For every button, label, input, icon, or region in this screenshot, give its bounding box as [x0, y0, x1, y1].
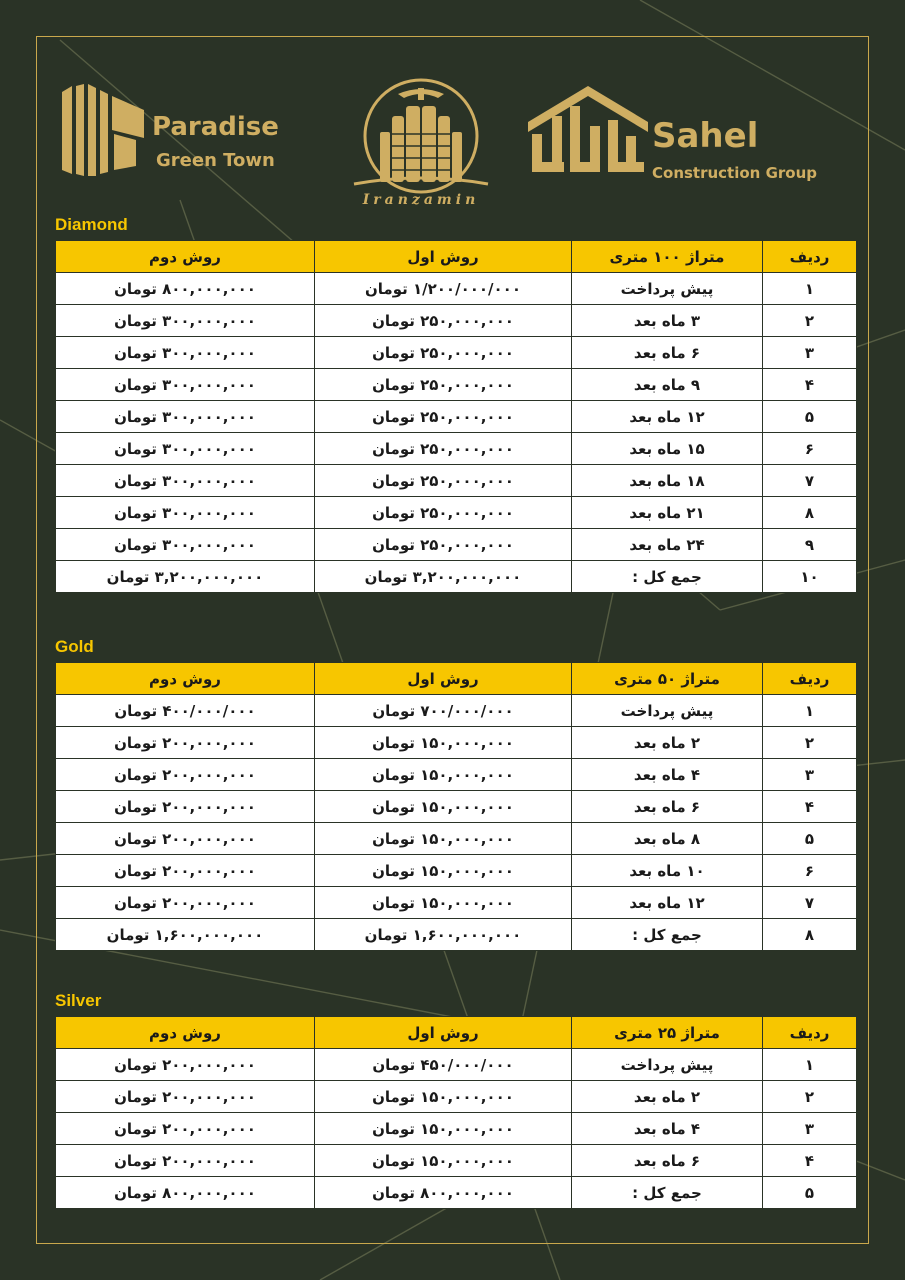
method-1-amount: ۸۰۰,۰۰۰,۰۰۰ تومان — [315, 1177, 572, 1209]
method-2-amount: ۳۰۰,۰۰۰,۰۰۰ تومان — [56, 369, 315, 401]
method-2-amount: ۳۰۰,۰۰۰,۰۰۰ تومان — [56, 305, 315, 337]
table-row — [56, 433, 857, 465]
method-1-amount: ۱۵۰,۰۰۰,۰۰۰ تومان — [315, 1113, 572, 1145]
table-header-row — [56, 1017, 857, 1049]
method-1-amount: ۱۵۰,۰۰۰,۰۰۰ تومان — [315, 855, 572, 887]
payment-step: پیش پرداخت — [572, 273, 763, 305]
table-row — [56, 695, 857, 727]
payment-step: ۸ ماه بعد — [572, 823, 763, 855]
method-1-amount: ۱/۲۰۰/۰۰۰/۰۰۰ تومان — [315, 273, 572, 305]
table-header-row — [56, 663, 857, 695]
payment-step: ۶ ماه بعد — [572, 1145, 763, 1177]
table-row-total — [56, 1177, 857, 1209]
table-row — [56, 887, 857, 919]
iranzamin-logo — [346, 74, 496, 214]
table-row-total — [56, 919, 857, 951]
payment-step: پیش پرداخت — [572, 695, 763, 727]
payment-step: ۶ ماه بعد — [572, 337, 763, 369]
method-1-amount: ۲۵۰,۰۰۰,۰۰۰ تومان — [315, 497, 572, 529]
method-2-amount: ۲۰۰,۰۰۰,۰۰۰ تومان — [56, 855, 315, 887]
method-2-amount: ۲۰۰,۰۰۰,۰۰۰ تومان — [56, 1113, 315, 1145]
paradise-logo-icon — [58, 82, 148, 178]
table-row — [56, 759, 857, 791]
row-number: ۱۰ — [763, 561, 857, 593]
payment-step: پیش پرداخت — [572, 1049, 763, 1081]
method-2-amount: ۲۰۰,۰۰۰,۰۰۰ تومان — [56, 1145, 315, 1177]
row-number: ۹ — [763, 529, 857, 561]
row-number: ۴ — [763, 791, 857, 823]
table-row — [56, 273, 857, 305]
method-1-amount: ۱۵۰,۰۰۰,۰۰۰ تومان — [315, 1081, 572, 1113]
table-row — [56, 529, 857, 561]
method-2-amount: ۴۰۰/۰۰۰/۰۰۰ تومان — [56, 695, 315, 727]
payment-step: ۲ ماه بعد — [572, 1081, 763, 1113]
header-method-2: روش دوم — [56, 1017, 315, 1049]
method-1-amount: ۲۵۰,۰۰۰,۰۰۰ تومان — [315, 337, 572, 369]
paradise-title: Paradise — [152, 112, 279, 142]
method-1-amount: ۱۵۰,۰۰۰,۰۰۰ تومان — [315, 887, 572, 919]
method-1-amount: ۷۰۰/۰۰۰/۰۰۰ تومان — [315, 695, 572, 727]
paradise-green-town-logo — [58, 82, 328, 182]
table-row-total — [56, 561, 857, 593]
table-row — [56, 369, 857, 401]
row-number: ۳ — [763, 1113, 857, 1145]
row-number: ۸ — [763, 919, 857, 951]
method-1-amount: ۲۵۰,۰۰۰,۰۰۰ تومان — [315, 305, 572, 337]
header-method-1: روش اول — [315, 663, 572, 695]
header-method-2: روش دوم — [56, 241, 315, 273]
method-2-amount: ۲۰۰,۰۰۰,۰۰۰ تومان — [56, 823, 315, 855]
payment-step: ۱۵ ماه بعد — [572, 433, 763, 465]
table-row — [56, 1145, 857, 1177]
sahel-construction-logo — [528, 86, 848, 186]
iranzamin-emblem-icon — [346, 74, 496, 194]
header-row-number: ردیف — [763, 1017, 857, 1049]
payment-step: ۱۸ ماه بعد — [572, 465, 763, 497]
method-1-amount: ۲۵۰,۰۰۰,۰۰۰ تومان — [315, 433, 572, 465]
row-number: ۲ — [763, 727, 857, 759]
payment-step: ۱۲ ماه بعد — [572, 887, 763, 919]
sahel-title: Sahel — [652, 116, 759, 156]
header-method-1: روش اول — [315, 1017, 572, 1049]
row-number: ۵ — [763, 1177, 857, 1209]
header-area: متراژ ۵۰ متری — [572, 663, 763, 695]
method-1-amount: ۲۵۰,۰۰۰,۰۰۰ تومان — [315, 465, 572, 497]
method-1-amount: ۲۵۰,۰۰۰,۰۰۰ تومان — [315, 401, 572, 433]
method-2-amount: ۲۰۰,۰۰۰,۰۰۰ تومان — [56, 1081, 315, 1113]
method-2-amount: ۸۰۰,۰۰۰,۰۰۰ تومان — [56, 1177, 315, 1209]
row-number: ۲ — [763, 305, 857, 337]
sahel-logo-icon — [528, 86, 648, 182]
method-2-amount: ۳۰۰,۰۰۰,۰۰۰ تومان — [56, 401, 315, 433]
payment-step: ۴ ماه بعد — [572, 759, 763, 791]
method-2-amount: ۳۰۰,۰۰۰,۰۰۰ تومان — [56, 497, 315, 529]
method-2-amount: ۲۰۰,۰۰۰,۰۰۰ تومان — [56, 759, 315, 791]
method-1-amount: ۱۵۰,۰۰۰,۰۰۰ تومان — [315, 727, 572, 759]
method-1-amount: ۱۵۰,۰۰۰,۰۰۰ تومان — [315, 823, 572, 855]
table-row — [56, 401, 857, 433]
row-number: ۷ — [763, 887, 857, 919]
method-1-amount: ۲۵۰,۰۰۰,۰۰۰ تومان — [315, 369, 572, 401]
iranzamin-wordmark: Iranzamin — [362, 192, 480, 208]
method-1-amount: ۴۵۰/۰۰۰/۰۰۰ تومان — [315, 1049, 572, 1081]
header-area: متراژ ۲۵ متری — [572, 1017, 763, 1049]
payment-step: جمع کل : — [572, 919, 763, 951]
header-method-2: روش دوم — [56, 663, 315, 695]
table-row — [56, 855, 857, 887]
table-row — [56, 727, 857, 759]
method-2-amount: ۲۰۰,۰۰۰,۰۰۰ تومان — [56, 727, 315, 759]
method-2-amount: ۳۰۰,۰۰۰,۰۰۰ تومان — [56, 529, 315, 561]
header-row-number: ردیف — [763, 663, 857, 695]
gold-price-table — [55, 662, 857, 951]
payment-step: جمع کل : — [572, 561, 763, 593]
row-number: ۲ — [763, 1081, 857, 1113]
payment-step: ۹ ماه بعد — [572, 369, 763, 401]
method-1-amount: ۱,۶۰۰,۰۰۰,۰۰۰ تومان — [315, 919, 572, 951]
payment-step: ۱۰ ماه بعد — [572, 855, 763, 887]
method-1-amount: ۳,۲۰۰,۰۰۰,۰۰۰ تومان — [315, 561, 572, 593]
method-2-amount: ۱,۶۰۰,۰۰۰,۰۰۰ تومان — [56, 919, 315, 951]
table-row — [56, 465, 857, 497]
method-1-amount: ۱۵۰,۰۰۰,۰۰۰ تومان — [315, 759, 572, 791]
green-town-subtitle: Green Town — [156, 150, 275, 171]
header-row-number: ردیف — [763, 241, 857, 273]
row-number: ۱ — [763, 1049, 857, 1081]
method-1-amount: ۲۵۰,۰۰۰,۰۰۰ تومان — [315, 529, 572, 561]
row-number: ۶ — [763, 433, 857, 465]
payment-step: ۱۲ ماه بعد — [572, 401, 763, 433]
payment-step: ۲ ماه بعد — [572, 727, 763, 759]
silver-price-table — [55, 1016, 857, 1209]
header-method-1: روش اول — [315, 241, 572, 273]
diamond-section-title: Diamond — [55, 215, 128, 234]
row-number: ۱ — [763, 695, 857, 727]
silver-section-title: Silver — [55, 991, 102, 1010]
method-2-amount: ۳۰۰,۰۰۰,۰۰۰ تومان — [56, 337, 315, 369]
method-2-amount: ۸۰۰,۰۰۰,۰۰۰ تومان — [56, 273, 315, 305]
row-number: ۱ — [763, 273, 857, 305]
construction-group-subtitle: Construction Group — [652, 164, 818, 182]
method-1-amount: ۱۵۰,۰۰۰,۰۰۰ تومان — [315, 791, 572, 823]
method-2-amount: ۳۰۰,۰۰۰,۰۰۰ تومان — [56, 433, 315, 465]
table-row — [56, 497, 857, 529]
method-2-amount: ۳۰۰,۰۰۰,۰۰۰ تومان — [56, 465, 315, 497]
table-row — [56, 337, 857, 369]
header-area: متراژ ۱۰۰ متری — [572, 241, 763, 273]
row-number: ۴ — [763, 369, 857, 401]
gold-section-title: Gold — [55, 637, 94, 656]
payment-step: جمع کل : — [572, 1177, 763, 1209]
table-row — [56, 791, 857, 823]
table-row — [56, 1049, 857, 1081]
payment-step: ۴ ماه بعد — [572, 1113, 763, 1145]
table-header-row — [56, 241, 857, 273]
row-number: ۵ — [763, 401, 857, 433]
row-number: ۷ — [763, 465, 857, 497]
row-number: ۵ — [763, 823, 857, 855]
method-2-amount: ۳,۲۰۰,۰۰۰,۰۰۰ تومان — [56, 561, 315, 593]
row-number: ۴ — [763, 1145, 857, 1177]
table-row — [56, 823, 857, 855]
payment-step: ۶ ماه بعد — [572, 791, 763, 823]
row-number: ۶ — [763, 855, 857, 887]
diamond-price-table — [55, 240, 857, 593]
row-number: ۳ — [763, 337, 857, 369]
method-2-amount: ۲۰۰,۰۰۰,۰۰۰ تومان — [56, 887, 315, 919]
row-number: ۳ — [763, 759, 857, 791]
method-2-amount: ۲۰۰,۰۰۰,۰۰۰ تومان — [56, 791, 315, 823]
payment-step: ۲۱ ماه بعد — [572, 497, 763, 529]
table-row — [56, 1081, 857, 1113]
payment-step: ۳ ماه بعد — [572, 305, 763, 337]
table-row — [56, 305, 857, 337]
payment-step: ۲۴ ماه بعد — [572, 529, 763, 561]
method-2-amount: ۲۰۰,۰۰۰,۰۰۰ تومان — [56, 1049, 315, 1081]
row-number: ۸ — [763, 497, 857, 529]
table-row — [56, 1113, 857, 1145]
method-1-amount: ۱۵۰,۰۰۰,۰۰۰ تومان — [315, 1145, 572, 1177]
